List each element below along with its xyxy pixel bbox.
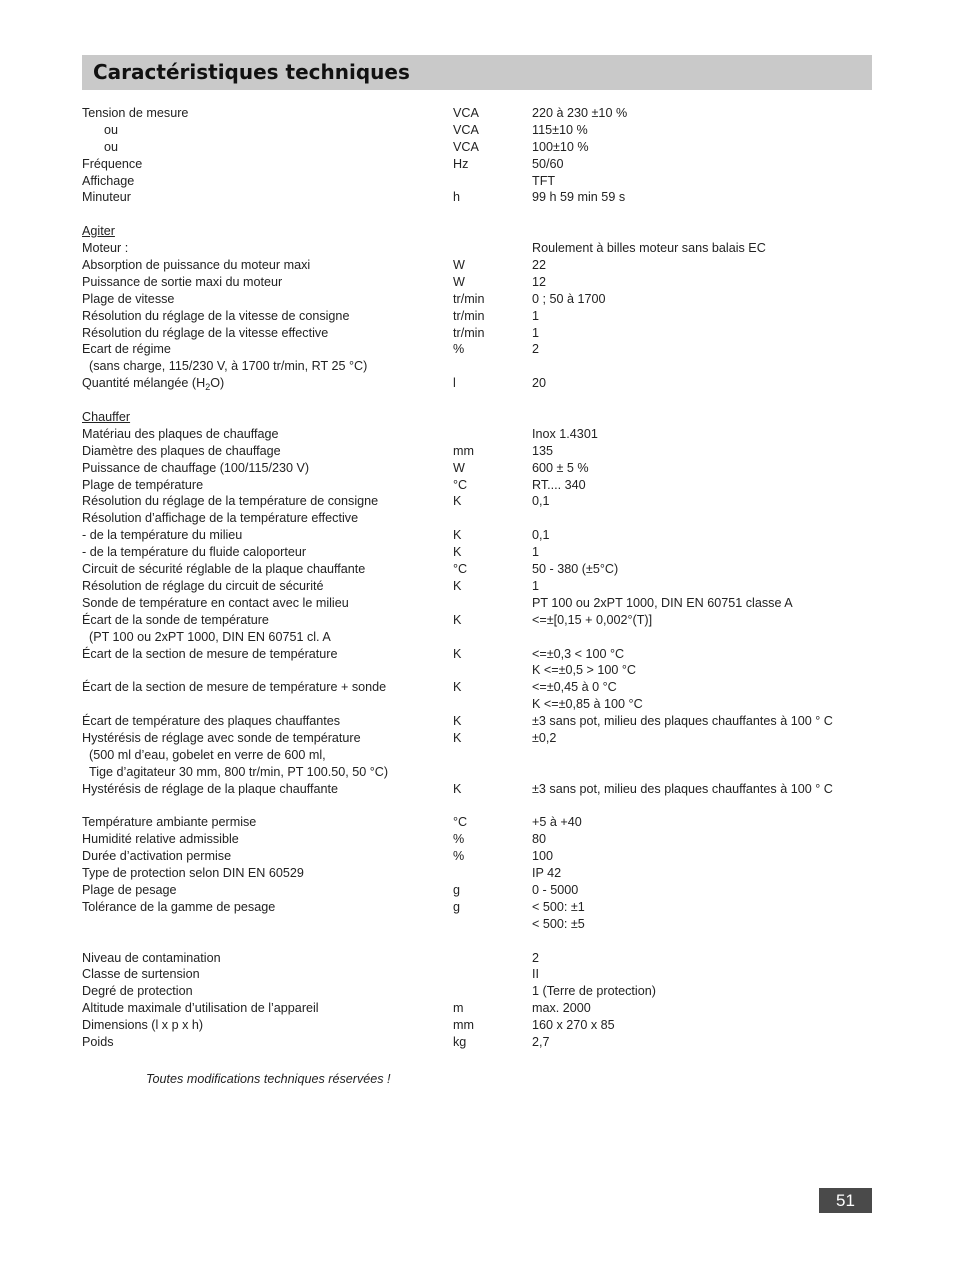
spec-row [82, 578, 872, 595]
spec-unit: % [453, 342, 465, 357]
spec-row [82, 646, 872, 663]
spec-label: Diamètre des plaques de chauffage [82, 443, 281, 458]
spec-unit: g [453, 882, 461, 897]
spec-row [82, 460, 872, 477]
spec-row [82, 629, 872, 646]
spec-label [82, 375, 224, 393]
spec-label: Température ambiante permise [82, 815, 257, 830]
spec-label: Plage de température [82, 477, 204, 492]
spec-label: - de la température du milieu [82, 528, 243, 543]
spec-row [82, 798, 872, 815]
spec-value: K <=±0,5 > 100 °C [532, 663, 637, 678]
spec-row [82, 966, 872, 983]
subscript: 2 [205, 382, 211, 393]
spec-unit: mm [453, 443, 474, 458]
spec-value: TFT [532, 173, 556, 188]
spec-value: +5 à +40 [532, 815, 582, 830]
spec-unit: K [453, 781, 462, 796]
spec-label: Plage de pesage [82, 882, 177, 897]
spec-value: 50 - 380 (±5°C) [532, 562, 619, 577]
spec-row [82, 173, 872, 190]
spec-row [82, 730, 872, 747]
spec-row [82, 274, 872, 291]
spec-unit: °C [453, 562, 468, 577]
spec-value: 22 [532, 258, 547, 273]
spec-row [82, 831, 872, 848]
spec-label: Résolution du réglage de la température de consigne [82, 494, 379, 509]
spec-label: Ecart de régime [82, 342, 171, 357]
spec-unit: kg [453, 1034, 467, 1049]
spec-row [82, 544, 872, 561]
spec-unit: VCA [453, 122, 479, 137]
page-number: 51 [819, 1188, 872, 1213]
spec-row [82, 713, 872, 730]
spec-unit: l [453, 376, 456, 391]
spec-label: Écart de la section de mesure de température [82, 646, 338, 661]
spec-label: Poids [82, 1034, 114, 1049]
spec-unit: K [453, 680, 462, 695]
spec-row [82, 527, 872, 544]
spec-unit: K [453, 545, 462, 560]
spec-value: Roulement à billes moteur sans balais EC [532, 241, 766, 256]
spec-label: Écart de la sonde de température [82, 612, 269, 627]
spec-label: Fréquence [82, 156, 143, 171]
spec-unit: g [453, 899, 461, 914]
spec-value: 50/60 [532, 156, 564, 171]
spec-row [82, 156, 872, 173]
spec-label: Classe de surtension [82, 967, 200, 982]
spec-label: Circuit de sécurité réglable de la plaque chauffante [82, 562, 366, 577]
spec-unit: K [453, 494, 462, 509]
spec-row [82, 257, 872, 274]
spec-row [82, 612, 872, 629]
spec-value: <=±0,3 < 100 °C [532, 646, 625, 661]
spec-row [82, 747, 872, 764]
spec-row [82, 223, 872, 240]
spec-unit: m [453, 1001, 464, 1016]
spec-unit: VCA [453, 106, 479, 120]
spec-row [82, 409, 872, 426]
spec-label: ou [104, 122, 119, 137]
spec-row [82, 764, 872, 781]
spec-row [82, 814, 872, 831]
spec-unit: % [453, 849, 465, 864]
spec-value: 1 (Terre de protection) [532, 984, 656, 999]
spec-label: Durée d’activation permise [82, 849, 232, 864]
spec-label: Tolérance de la gamme de pesage [82, 899, 276, 914]
spec-label: - de la température du fluide caloporteur [82, 545, 307, 560]
spec-label: (PT 100 ou 2xPT 1000, DIN EN 60751 cl. A [89, 629, 331, 644]
spec-unit: tr/min [453, 308, 485, 323]
spec-value: 1 [532, 308, 540, 323]
spec-label: Puissance de sortie maxi du moteur [82, 274, 283, 289]
spec-label: Type de protection selon DIN EN 60529 [82, 866, 304, 881]
spec-unit: VCA [453, 139, 479, 154]
spec-label: Absorption de puissance du moteur maxi [82, 258, 311, 273]
spec-value: 2 [532, 342, 540, 357]
spec-row [82, 291, 872, 308]
spec-row [82, 308, 872, 325]
spec-unit: K [453, 646, 462, 661]
spec-value: 1 [532, 325, 540, 340]
spec-unit: % [453, 832, 465, 847]
spec-value: 0 - 5000 [532, 882, 579, 897]
spec-value: ±3 sans pot, milieu des plaques chauffantes à 100 ° C [532, 781, 833, 796]
spec-value: 220 à 230 ±10 % [532, 106, 628, 120]
spec-label: Résolution du réglage de la vitesse effective [82, 325, 329, 340]
spec-row [82, 122, 872, 139]
spec-value: ±3 sans pot, milieu des plaques chauffantes à 100 ° C [532, 714, 833, 729]
spec-value: 600 ± 5 % [532, 460, 589, 475]
spec-value: <=±[0,15 + 0,002°(T)] [532, 612, 653, 627]
spec-row [82, 899, 872, 916]
title-bar [82, 55, 872, 90]
spec-value: 0,1 [532, 494, 550, 509]
spec-row [82, 662, 872, 679]
spec-value: 1 [532, 578, 540, 593]
spec-unit: Hz [453, 156, 469, 171]
spec-row [82, 510, 872, 527]
spec-value: 0,1 [532, 528, 550, 543]
spec-unit: mm [453, 1018, 474, 1033]
spec-row [82, 882, 872, 899]
spec-unit: W [453, 274, 465, 289]
spec-row [82, 595, 872, 612]
spec-value: ±0,2 [532, 730, 557, 745]
spec-value: 2 [532, 950, 540, 965]
spec-value: Inox 1.4301 [532, 426, 598, 441]
spec-unit: K [453, 714, 462, 729]
spec-row [82, 206, 872, 223]
spec-label: Minuteur [82, 190, 131, 205]
spec-label-part: O) [210, 376, 225, 391]
spec-row [82, 189, 872, 206]
spec-value: 160 x 270 x 85 [532, 1018, 615, 1033]
spec-label: Affichage [82, 173, 135, 188]
spec-value: max. 2000 [532, 1001, 591, 1016]
spec-label: Écart de la section de mesure de température + sonde [82, 680, 387, 695]
spec-row [82, 341, 872, 358]
spec-row [82, 933, 872, 950]
spec-value: 80 [532, 832, 547, 847]
spec-label: Altitude maximale d’utilisation de l’appareil [82, 1001, 319, 1016]
spec-label: Puissance de chauffage (100/115/230 V) [82, 460, 310, 475]
spec-value: II [532, 967, 539, 982]
spec-label: Hystérésis de réglage de la plaque chauffante [82, 781, 339, 796]
spec-unit: tr/min [453, 325, 485, 340]
spec-value: 100±10 % [532, 139, 589, 154]
spec-label: Sonde de température en contact avec le milieu [82, 595, 349, 610]
spec-value: 20 [532, 376, 547, 391]
spec-label: Degré de protection [82, 984, 193, 999]
spec-row [82, 105, 872, 122]
spec-label: (sans charge, 115/230 V, à 1700 tr/min, RT 25 °C) [89, 359, 368, 374]
spec-row [82, 696, 872, 713]
section-heading: Chauffer [82, 410, 131, 425]
spec-label: Résolution d’affichage de la température effective [82, 511, 359, 526]
spec-row [82, 865, 872, 882]
spec-value: 115±10 % [532, 122, 588, 137]
spec-label-part: Quantité mélangée (H [82, 376, 206, 391]
spec-row [82, 983, 872, 1000]
spec-row [82, 477, 872, 494]
spec-label: Résolution du réglage de la vitesse de consigne [82, 308, 350, 323]
spec-row [82, 781, 872, 798]
spec-value: RT.... 340 [532, 477, 586, 492]
section-heading: Agiter [82, 224, 115, 239]
spec-value: 2,7 [532, 1034, 550, 1049]
spec-row [82, 916, 872, 933]
spec-row [82, 493, 872, 510]
spec-label: Moteur : [82, 241, 129, 256]
spec-value: < 500: ±1 [532, 899, 585, 914]
spec-table [82, 105, 872, 1051]
spec-unit: K [453, 730, 462, 745]
spec-unit: °C [453, 477, 468, 492]
disclaimer-note: Toutes modifications techniques réservées ! [146, 1072, 391, 1086]
spec-row [82, 426, 872, 443]
page-title: Caractéristiques techniques [93, 60, 410, 84]
spec-value: 99 h 59 min 59 s [532, 190, 626, 205]
spec-label: ou [104, 139, 119, 154]
spec-value: K <=±0,85 à 100 °C [532, 697, 643, 712]
spec-value: <=±0,45 à 0 °C [532, 680, 617, 695]
spec-row [82, 950, 872, 967]
spec-label: Plage de vitesse [82, 291, 175, 306]
spec-row [82, 1017, 872, 1034]
spec-row [82, 139, 872, 156]
spec-label: Humidité relative admissible [82, 832, 239, 847]
spec-label: Tige d’agitateur 30 mm, 800 tr/min, PT 100.50, 50 °C) [89, 764, 389, 779]
spec-row [82, 443, 872, 460]
spec-value: 0 ; 50 à 1700 [532, 291, 606, 306]
spec-value: IP 42 [532, 866, 562, 881]
spec-unit: W [453, 258, 465, 273]
spec-label: Tension de mesure [82, 106, 189, 120]
spec-value: PT 100 ou 2xPT 1000, DIN EN 60751 classe A [532, 595, 793, 610]
spec-label: (500 ml d’eau, gobelet en verre de 600 ml, [89, 747, 326, 762]
spec-row [82, 1034, 872, 1051]
spec-label: Écart de température des plaques chauffantes [82, 714, 341, 729]
spec-row [82, 561, 872, 578]
spec-unit: K [453, 578, 462, 593]
spec-row [82, 240, 872, 257]
spec-label: Dimensions (l x p x h) [82, 1018, 204, 1033]
spec-label: Résolution de réglage du circuit de sécurité [82, 578, 324, 593]
spec-value: < 500: ±5 [532, 916, 585, 931]
spec-row [82, 375, 872, 392]
spec-label: Matériau des plaques de chauffage [82, 426, 279, 441]
spec-value: 12 [532, 274, 547, 289]
spec-unit: W [453, 460, 465, 475]
spec-row [82, 679, 872, 696]
spec-unit: K [453, 612, 462, 627]
spec-value: 135 [532, 443, 554, 458]
spec-unit: K [453, 528, 462, 543]
spec-label: Niveau de contamination [82, 950, 221, 965]
spec-row [82, 392, 872, 409]
spec-unit: °C [453, 815, 468, 830]
spec-label: Hystérésis de réglage avec sonde de température [82, 730, 361, 745]
spec-row [82, 358, 872, 375]
spec-row [82, 1000, 872, 1017]
spec-row [82, 325, 872, 342]
spec-value: 1 [532, 545, 540, 560]
spec-unit: h [453, 190, 461, 205]
spec-row [82, 848, 872, 865]
spec-value: 100 [532, 849, 554, 864]
spec-unit: tr/min [453, 291, 485, 306]
